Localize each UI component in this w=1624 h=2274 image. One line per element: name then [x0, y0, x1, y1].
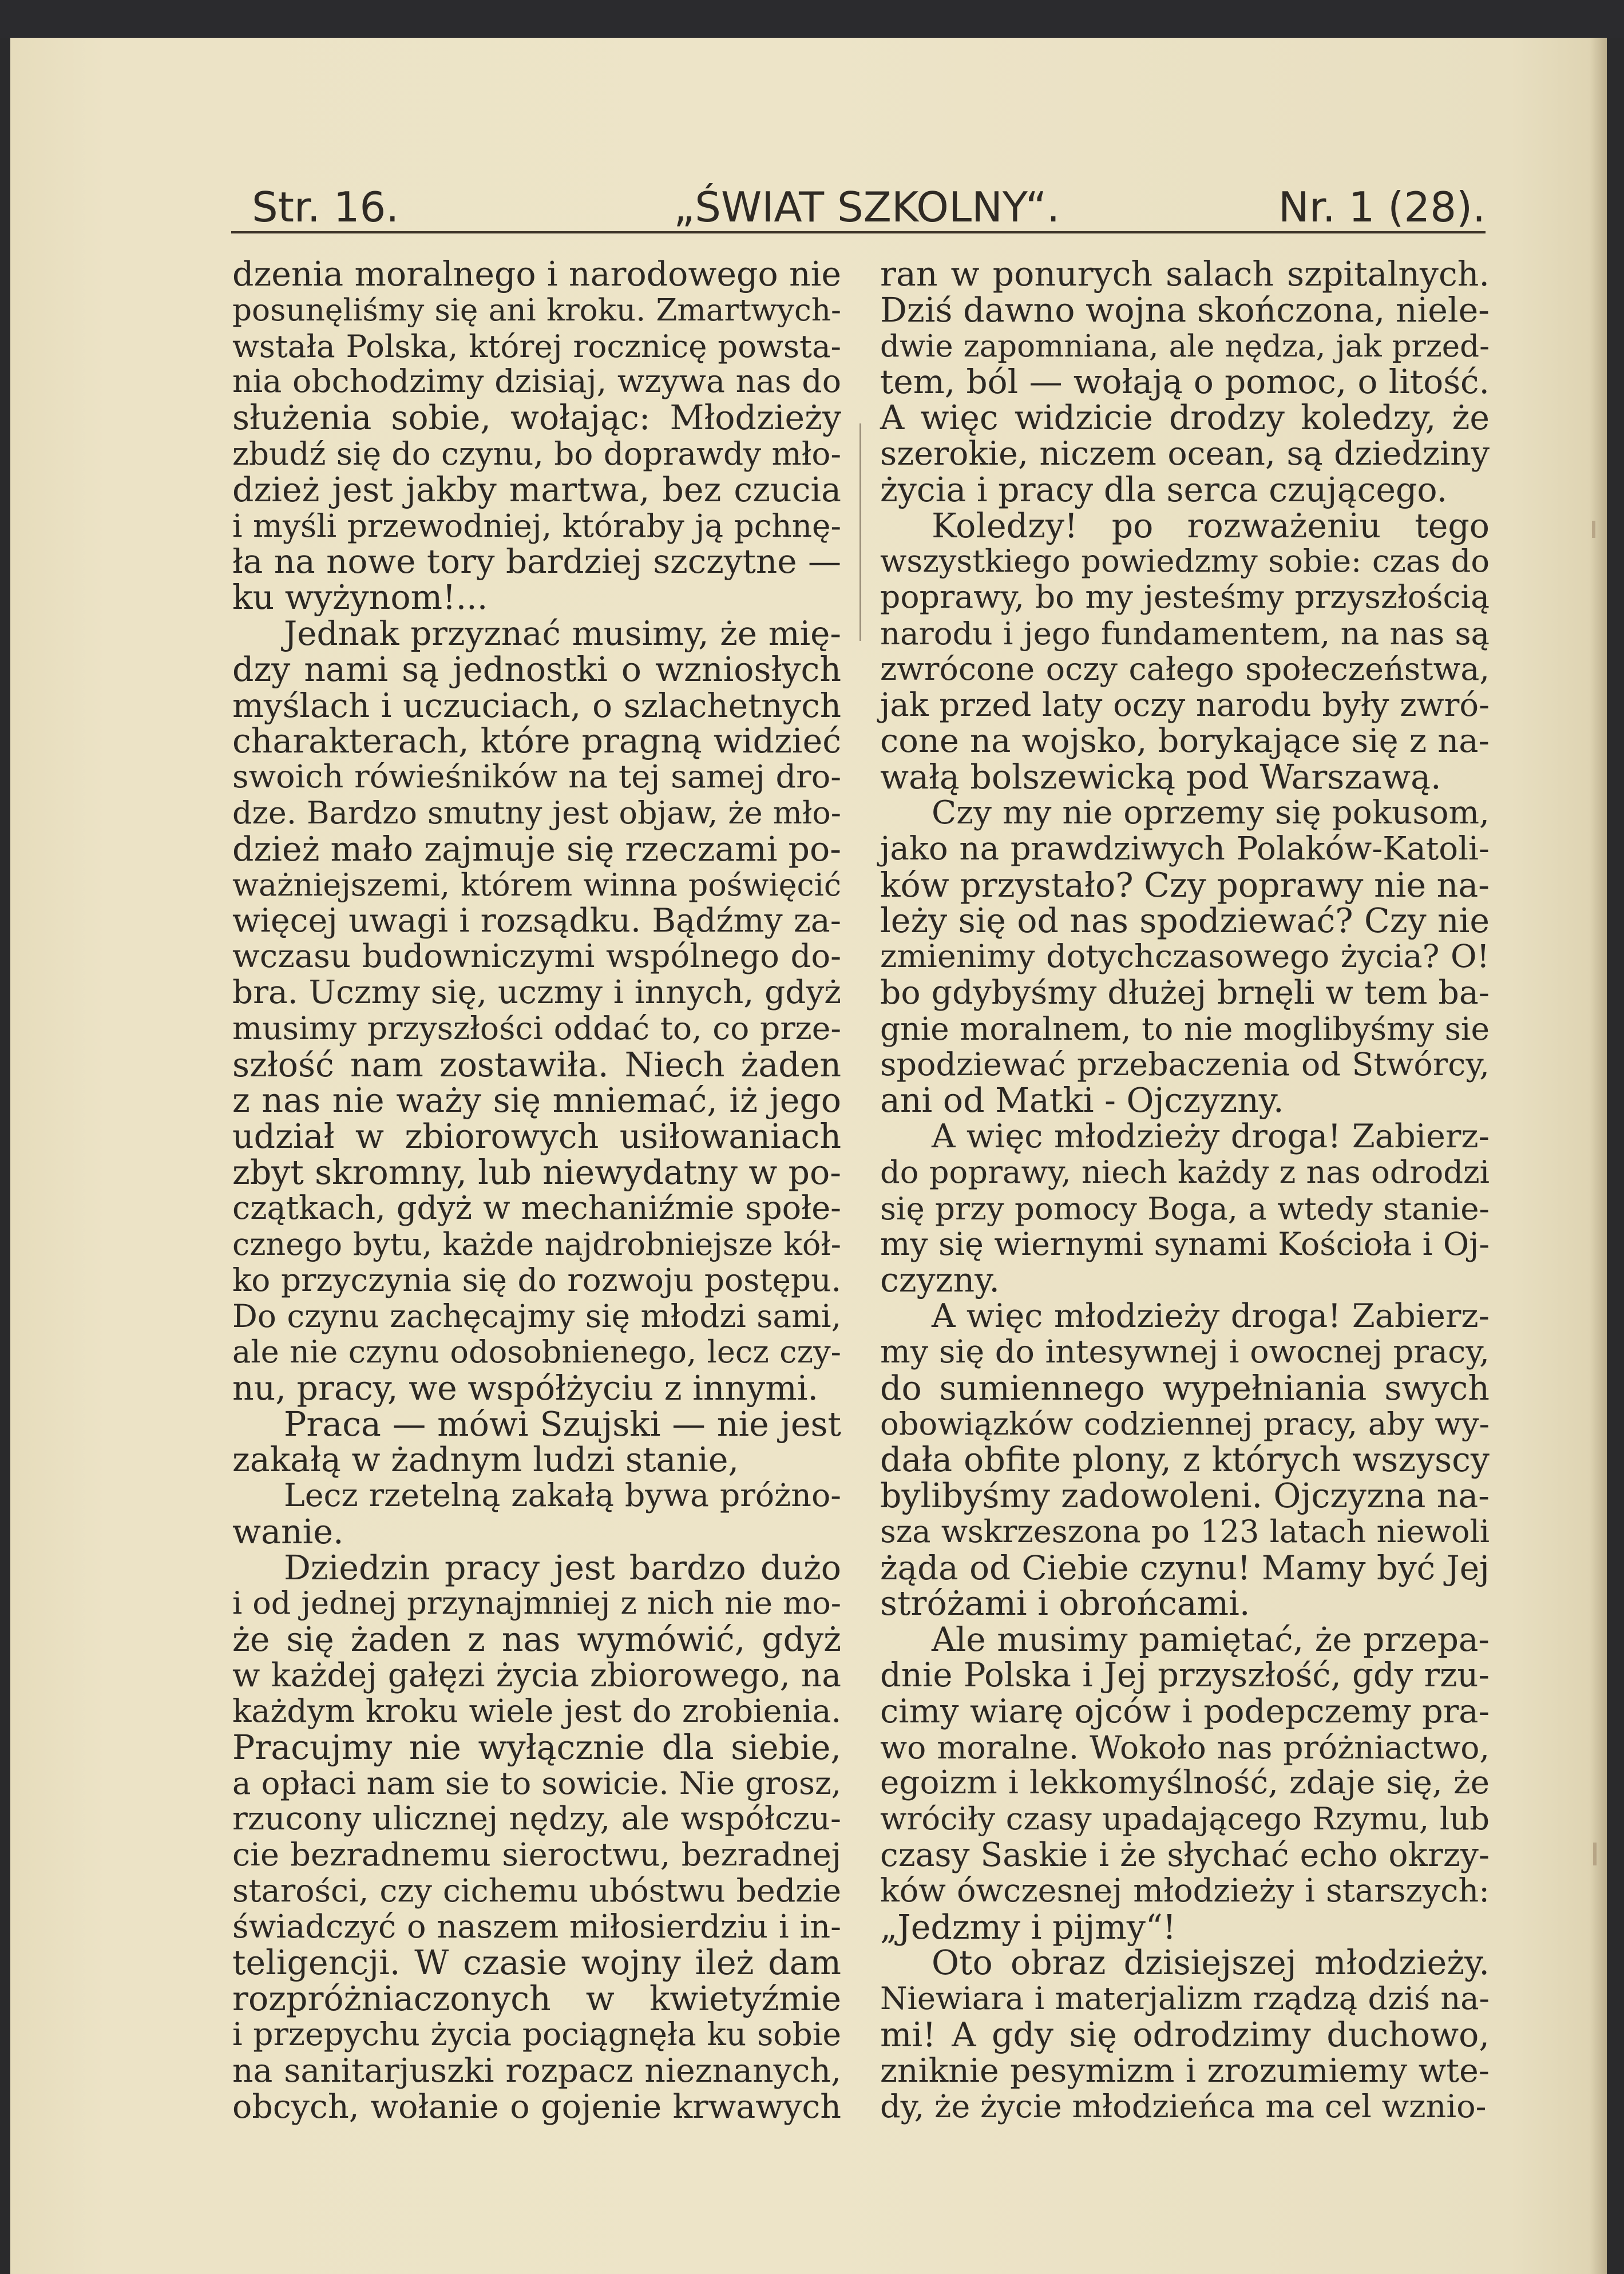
text-line: jako na prawdziwych Polaków-Katoli-: [880, 830, 1490, 867]
text-line: Oto obraz dzisiejszej młodzieży.: [932, 1943, 1490, 1983]
text-line: A więc młodzieży droga! Zabierz-: [932, 1117, 1490, 1156]
page-edge-shadow: [1590, 38, 1607, 2274]
text-line: egoizm i lekkomyślność, zdaje się, że: [880, 1764, 1490, 1802]
journal-title: „ŚWIAT SZKOLNY“.: [674, 183, 1060, 231]
text-line: dzy nami są jednostki o wzniosłych: [232, 649, 841, 689]
text-line: Koledzy! po rozważeniu tego: [932, 506, 1490, 545]
text-line: my się wiernymi synami Kościoła i Oj-: [880, 1226, 1490, 1263]
text-line: szerokie, niczem ocean, są dziedziny: [880, 434, 1490, 473]
text-line: cie bezradnemu sieroctwu, bezradnej: [232, 1836, 841, 1874]
text-line: ko przyczynia się do rozwoju postępu.: [232, 1262, 841, 1299]
text-line: życia i pracy dla serca czującego.: [880, 470, 1448, 509]
text-line: dy, że życie młodzieńca ma cel wznio-: [880, 2087, 1487, 2125]
text-line: szłość nam zostawiła. Niech żaden: [232, 1045, 841, 1084]
text-line: a opłaci nam sie to sowicie. Nie grosz,: [232, 1765, 841, 1802]
text-line: na sanitarjuszki rozpacz nieznanych,: [232, 2051, 841, 2090]
text-line: starości, czy cichemu ubóstwu bedzie: [232, 1872, 841, 1909]
text-line: służenia sobie, wołając: Młodzieży: [232, 398, 841, 438]
text-line: że się żaden z nas wymówić, gdyż: [232, 1620, 841, 1659]
text-line: Czy my nie oprzemy się pokusom,: [932, 794, 1490, 831]
text-line: spodziewać przebaczenia od Stwórcy,: [880, 1045, 1490, 1083]
text-line: tem, ból — wołają o pomoc, o litość.: [880, 362, 1490, 402]
text-line: cone na wojsko, borykające się z na-: [880, 722, 1490, 760]
text-line: wo moralne. Wokoło nas próżniactwo,: [880, 1729, 1490, 1766]
text-line: A więc młodzieży droga! Zabierz-: [932, 1297, 1490, 1336]
scanner-background: [0, 0, 1624, 38]
text-line: ku wyżynom!...: [232, 578, 488, 617]
text-line: Dziedzin pracy jest bardzo dużo: [284, 1548, 841, 1587]
text-line: wczasu budowniczymi wspólnego do-: [232, 938, 841, 976]
text-line: do sumiennego wypełniania swych: [880, 1368, 1490, 1408]
text-line: czasy Saskie i że słychać echo okrzy-: [880, 1836, 1490, 1875]
text-line: wszystkiego powiedzmy sobie: czas do: [880, 543, 1490, 580]
text-line: musimy przyszłości oddać to, co prze-: [232, 1010, 841, 1047]
text-line: każdym kroku wiele jest do zrobienia.: [232, 1693, 841, 1730]
text-line: zmienimy dotychczasowego życia? O!: [880, 938, 1490, 976]
text-line: Niewiara i materjalizm rządzą dziś na-: [880, 1980, 1490, 2017]
text-line: „Jedzmy i pijmy“!: [880, 1907, 1177, 1947]
text-line: wanie.: [232, 1512, 344, 1551]
text-line: ków przystało? Czy poprawy nie na-: [880, 865, 1490, 905]
text-line: wróciły czasy upadającego Rzymu, lub: [880, 1801, 1490, 1837]
text-line: zbudź się do czynu, bo doprawdy mło-: [232, 435, 841, 472]
text-line: dzież jest jakby martwa, bez czucia: [232, 470, 841, 509]
text-line: swoich rówieśników na tej samej dro-: [232, 758, 841, 796]
text-line: zbyt skromny, lub niewydatny w po-: [232, 1152, 841, 1192]
text-line: leży się od nas spodziewać? Czy nie: [880, 901, 1490, 941]
text-line: bra. Uczmy się, uczmy i innych, gdyż: [232, 973, 841, 1011]
text-line: Jednak przyznać musimy, że mię-: [284, 613, 841, 653]
text-line: Pracujmy nie wyłącznie dla siebie,: [232, 1728, 841, 1767]
running-head: [231, 148, 1486, 233]
text-line: gnie moralnem, to nie moglibyśmy sie: [880, 1010, 1490, 1047]
text-line: mi! A gdy się odrodzimy duchowo,: [880, 2015, 1490, 2055]
text-line: i przepychu życia pociągnęła ku sobie: [232, 2017, 841, 2054]
scan-mark: [1592, 521, 1595, 538]
text-line: bo gdybyśmy dłużej brnęli w tem ba-: [880, 973, 1490, 1012]
text-line: rozpróżniaczonych w kwietyźmie: [232, 1979, 841, 2019]
text-line: stróżami i obrońcami.: [880, 1584, 1250, 1623]
text-line: zwrócone oczy całego społeczeństwa,: [880, 650, 1490, 688]
text-line: wstała Polska, której rocznicę powsta-: [232, 327, 841, 365]
text-line: ran w ponurych salach szpitalnych.: [880, 255, 1490, 294]
text-line: charakterach, które pragną widzieć: [232, 722, 841, 761]
text-line: dała obfite plony, z których wszyscy: [880, 1440, 1490, 1480]
text-line: zakałą w żadnym ludzi stanie,: [232, 1440, 739, 1480]
text-line: myślach i uczuciach, o szlachetnych: [232, 686, 841, 725]
text-line: poprawy, bo my jesteśmy przyszłością: [880, 579, 1490, 616]
text-line: więcej uwagi i rozsądku. Bądźmy za-: [232, 902, 841, 940]
text-line: dnie Polska i Jej przyszłość, gdy rzu-: [880, 1656, 1490, 1695]
text-line: w każdej gałęzi życia zbiorowego, na: [232, 1657, 841, 1695]
text-line: ków ówczesnej młodzieży i starszych:: [880, 1872, 1490, 1909]
left-column: [232, 256, 841, 2125]
text-line: teligencji. W czasie wojny ileż dam: [232, 1943, 841, 1983]
text-line: Praca — mówi Szujski — nie jest: [284, 1404, 841, 1444]
right-column: [880, 256, 1490, 2125]
text-line: czątkach, gdyż w mechaniźmie społe-: [232, 1189, 841, 1227]
text-line: się przy pomocy Boga, a wtedy stanie-: [880, 1190, 1490, 1227]
text-line: Do czynu zachęcajmy się młodzi sami,: [232, 1298, 841, 1335]
text-line: dzenia moralnego i narodowego nie: [232, 255, 841, 294]
text-line: dwie zapomniana, ale nędza, jak przed-: [880, 328, 1490, 364]
text-line: Lecz rzetelną zakałą bywa próżno-: [284, 1477, 841, 1515]
text-line: Dziś dawno wojna skończona, niele-: [880, 290, 1490, 330]
text-line: sza wskrzeszona po 123 latach niewoli: [880, 1513, 1490, 1550]
text-line: nia obchodzimy dzisiaj, wzywa nas do: [232, 363, 841, 401]
text-line: jak przed laty oczy narodu były zwró-: [880, 686, 1490, 724]
text-line: ale nie czynu odosobnienego, lecz czy-: [232, 1333, 841, 1370]
text-line: do poprawy, niech każdy z nas odrodzi: [880, 1154, 1490, 1190]
text-line: A więc widzicie drodzy koledzy, że: [880, 398, 1490, 438]
text-line: i od jednej przynajmniej z nich nie mo-: [232, 1585, 841, 1622]
text-line: ani od Matki - Ojczyzny.: [880, 1081, 1284, 1120]
scan-mark: [1593, 1843, 1597, 1865]
text-line: posunęliśmy się ani kroku. Zmartwych-: [232, 292, 841, 328]
text-line: zniknie pesymizm i zrozumiemy wte-: [880, 2051, 1490, 2090]
text-line: i myśli przewodniej, któraby ją pchnę-: [232, 507, 841, 544]
text-line: z nas nie waży się mniemać, iż jego: [232, 1081, 841, 1120]
text-line: cznego bytu, każde najdrobniejsze kół-: [232, 1226, 841, 1262]
text-line: świadczyć o naszem miłosierdziu i in-: [232, 1908, 841, 1946]
text-line: czyzny.: [880, 1261, 1000, 1300]
text-line: udział w zbiorowych usiłowaniach: [232, 1117, 841, 1156]
text-line: nu, pracy, we współżyciu z innymi.: [232, 1368, 819, 1408]
text-line: dze. Bardzo smutny jest objaw, że mło-: [232, 794, 841, 831]
page-number: Str. 16.: [252, 183, 399, 231]
text-line: ważniejszemi, którem winna poświęcić: [232, 866, 841, 903]
text-line: obcych, wołanie o gojenie krwawych: [232, 2087, 841, 2126]
text-line: my się do intesywnej i owocnej pracy,: [880, 1333, 1490, 1370]
issue-number: Nr. 1 (28).: [1278, 183, 1486, 231]
text-line: bylibyśmy zadowoleni. Ojczyzna na-: [880, 1476, 1490, 1516]
text-line: obowiązków codziennej pracy, aby wy-: [880, 1405, 1490, 1442]
text-line: ła na nowe tory bardziej szczytne —: [232, 542, 841, 581]
text-line: żąda od Ciebie czynu! Mamy być Jej: [880, 1548, 1490, 1587]
text-line: cimy wiarę ojców i podepczemy pra-: [880, 1691, 1490, 1730]
text-line: dzież mało zajmuje się rzeczami po-: [232, 829, 841, 869]
text-line: rzucony ulicznej nędzy, ale współczu-: [232, 1800, 841, 1838]
text-line: wałą bolszewicką pod Warszawą.: [880, 758, 1441, 797]
text-line: Ale musimy pamiętać, że przepa-: [932, 1620, 1490, 1659]
text-line: narodu i jego fundamentem, na nas są: [880, 615, 1490, 652]
column-divider: [859, 423, 861, 641]
